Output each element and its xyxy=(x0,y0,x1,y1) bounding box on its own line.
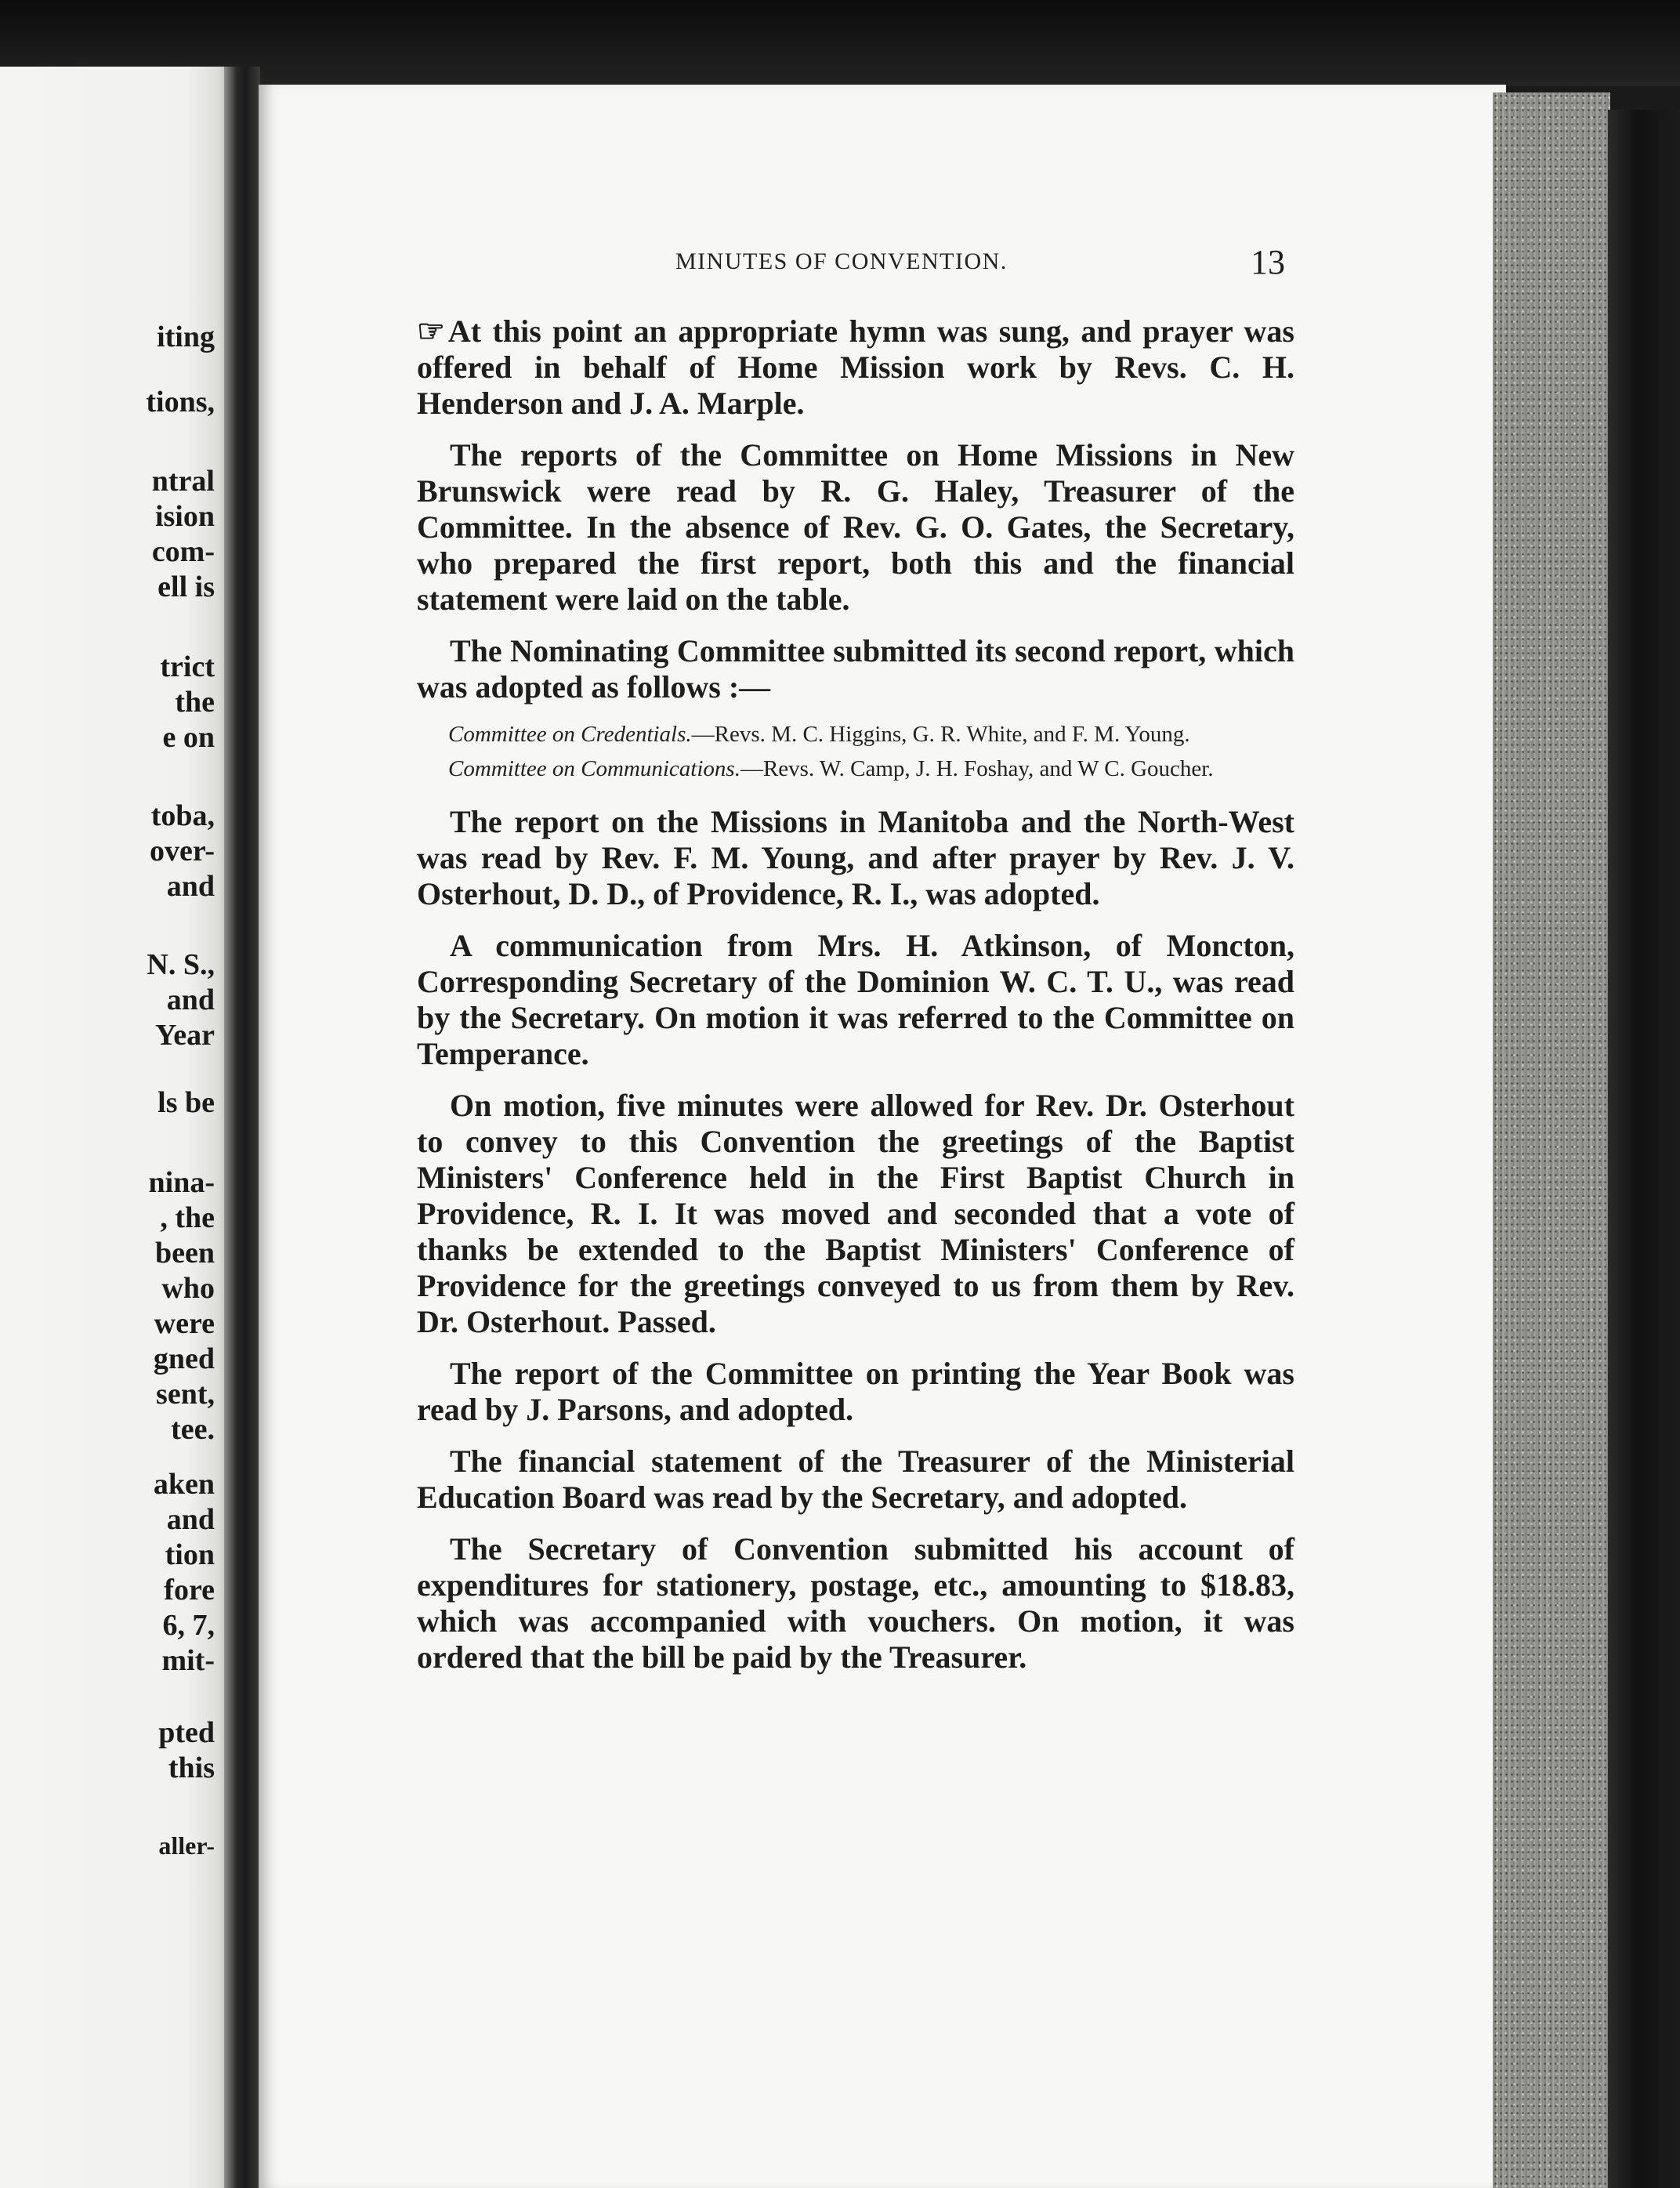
left-page-fragment: and xyxy=(166,984,215,1016)
committee-list xyxy=(417,721,1294,782)
paragraph-hymn xyxy=(417,313,1294,422)
paragraph-manitoba-missions: The report on the Missions in Manitoba and the North-West was read by Rev. F. M. Young, and after prayer by Rev. J. V. Osterhout, D. D., of Providence, R. I., was adopted. xyxy=(417,804,1294,911)
paragraph-home-missions-report: The reports of the Committee on Home Missions in New Brunswick were read by R. G. Haley, Treasurer of the Committee. In the absence of Rev. G. O. Gates, the Secretary, who prepared the first report, both this and the financial statement were laid on the table. xyxy=(417,437,1294,617)
committee-label: Committee on Communications. xyxy=(448,756,740,781)
page-edges xyxy=(1493,92,1610,2188)
paragraph-ministerial-education: The financial statement of the Treasurer of the Ministerial Education Board was read by the Secretary, and adopted. xyxy=(417,1444,1294,1515)
left-page-fragment: ntral xyxy=(151,465,215,498)
left-page-fragment: this xyxy=(168,1751,215,1784)
left-page-fragment: aller- xyxy=(158,1831,215,1860)
left-page-fragment: toba, xyxy=(150,799,215,832)
left-page-fragment: , the xyxy=(160,1201,215,1234)
committee-entry xyxy=(417,721,1294,748)
left-page-fragment: com- xyxy=(151,535,215,568)
left-page-fragment: and xyxy=(166,1503,215,1536)
page-number: 13 xyxy=(1251,243,1285,281)
book-gutter xyxy=(224,67,260,2188)
paragraph-wctu-communication: A communication from Mrs. H. Atkinson, of Moncton, Corresponding Secretary of the Dominion W. C. T. U., was read by the Secretary. On motion it was referred to the Committee on Temperance. xyxy=(417,928,1294,1071)
left-page-fragment: ls be xyxy=(158,1086,215,1119)
left-page-fragment: gned xyxy=(153,1342,215,1375)
left-page-fragment: Year xyxy=(155,1019,215,1052)
left-page-fragment: trict xyxy=(160,650,215,683)
committee-members: —Revs. M. C. Higgins, G. R. White, and F. M. Young. xyxy=(691,722,1190,747)
left-page-fragment: the xyxy=(175,686,215,719)
left-page-fragment: N. S., xyxy=(147,948,215,981)
left-page-fragment: mit- xyxy=(161,1644,215,1677)
pointing-hand-icon: ☞ xyxy=(417,313,445,349)
paragraph-osterhout-greetings: On motion, five minutes were allowed for Rev. Dr. Osterhout to convey to this Convention the greetings of the Baptist Ministers' Conference held in the First Baptist Church in Providence, R. I. It was moved and seconded that a vote of thanks be extended to the Baptist Ministers' Conference of Providence for the greetings conveyed to us from them by Rev. Dr. Osterhout. Passed. xyxy=(417,1088,1294,1339)
left-page-fragment: who xyxy=(161,1272,215,1305)
previous-page-strip xyxy=(0,67,235,2188)
left-page-fragment: 6, 7, xyxy=(162,1609,215,1642)
left-page-fragment: fore xyxy=(164,1574,215,1607)
left-page-fragment: nina- xyxy=(148,1166,215,1199)
left-page-fragment: over- xyxy=(150,835,215,868)
book-cover-edge xyxy=(1608,110,1680,2188)
left-page-fragment: ell is xyxy=(158,571,215,603)
left-page-fragment: were xyxy=(154,1307,215,1340)
paragraph-secretary-account: The Secretary of Convention submitted his account of expenditures for stationery, postage, etc., amounting to $18.83, which was accompanied with vouchers. On motion, it was ordered that the bill be paid by the Treasurer. xyxy=(417,1531,1294,1675)
paragraph-text: At this point an appropriate hymn was sung, and prayer was offered in behalf of Home Mission work by Revs. C. H. Henderson and J. A. Marple. xyxy=(417,313,1294,421)
left-page-fragment: aken xyxy=(153,1468,215,1501)
left-page-fragment: been xyxy=(155,1237,215,1270)
paragraph-year-book-report: The report of the Committee on printing the Year Book was read by J. Parsons, and adopted. xyxy=(417,1356,1294,1427)
left-page-fragment: tion xyxy=(165,1538,215,1571)
committee-entry xyxy=(417,755,1294,782)
left-page-fragment: iting xyxy=(157,321,215,353)
left-page-fragment: pted xyxy=(158,1716,215,1749)
left-page-fragment: ision xyxy=(154,500,215,533)
left-page-fragment: and xyxy=(166,870,215,903)
left-page-fragment: tions, xyxy=(146,386,215,418)
left-page-fragment: e on xyxy=(162,721,215,754)
left-page-fragment: sent, xyxy=(156,1378,215,1411)
committee-members: —Revs. W. Camp, J. H. Foshay, and W C. Goucher. xyxy=(740,756,1214,781)
page-body xyxy=(417,313,1294,1691)
left-page-fragment: tee. xyxy=(171,1413,215,1446)
committee-label: Committee on Credentials. xyxy=(448,722,692,747)
paragraph-nominating-committee: The Nominating Committee submitted its second report, which was adopted as follows :— xyxy=(417,633,1294,705)
running-head: MINUTES OF CONVENTION. xyxy=(675,248,1008,274)
